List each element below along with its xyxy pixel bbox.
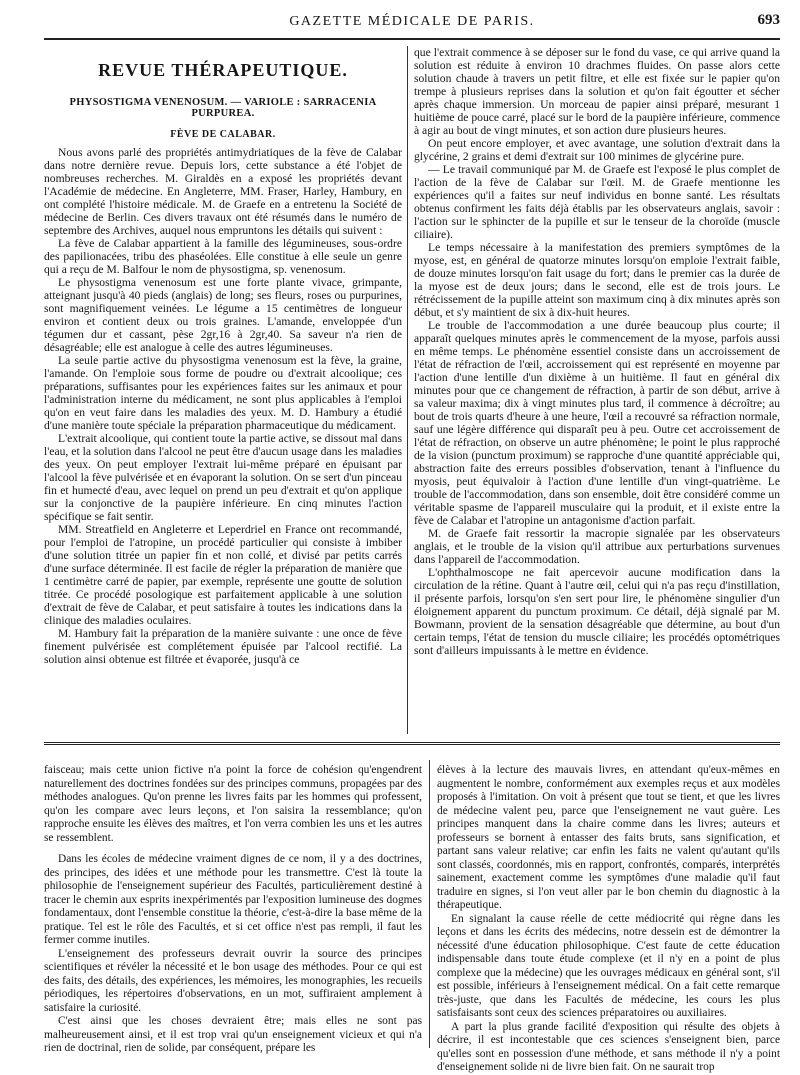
paragraph: La seule partie active du physostigma venenosum est la fève, la graine, l'amande. On l'emploie sous forme de poudre ou d'extrait alcoolique; ces préparations, suffisantes pour les expériences faites sur les animaux et pour l'administration interne du médicament, ne sont plus applicables à l'emploi qu'on en veut faire dans les maladies des yeux. M. D. Hambury a étudié d'une manière toute spéciale la préparation pharmaceutique du médicament.	[44, 354, 402, 432]
paragraph: A part la plus grande facilité d'exposition qui résulte des objets à décrire, il est incontestable que ces sciences s'enseignent bien, parce qu'elles sont en possession d'une méthode, et sans méthode il n'y a point d'enseignement solide ni de livre bien fait. On ne saurait trop	[437, 1020, 780, 1073]
feuilleton-separator	[44, 742, 780, 745]
paragraph: L'extrait alcoolique, qui contient toute la partie active, se dissout mal dans l'eau, et la solution dans l'alcool ne peut être d'aucun usage dans les maladies des yeux. On peut employer l'extrait lui-même préparé en épuisant par l'alcool la fève pulvérisée et en évaporant la solution. On se sert d'un pinceau fin et humecté d'eau, avec lequel on prend un peu d'extrait et qu'on applique sur la conjonctive de la paupière inférieure. En cinq minutes l'action spécifique se fait sentir.	[44, 432, 402, 523]
paragraph: MM. Streatfield en Angleterre et Leperdriel en France ont recommandé, pour l'emploi de l'atropine, un procédé particulier qui consiste à imbiber d'une solution titrée un papier fin et non collé, et divisé par petits carrés d'une surface déterminée. Il est facile de régler la préparation de manière que 1 centimètre carré de papier, par exemple, représente une goutte de solution titrée. Ce procédé posologique est parfaitement applicable à une solution d'extrait de fève de Calabar, et peut satisfaire à toutes les indications dans la clinique des maladies oculaires.	[44, 523, 402, 627]
paragraph: Le temps nécessaire à la manifestation des premiers symptômes de la myose, est, en général de quatorze minutes lorsqu'on emploie l'extrait faible, de douze minutes lorsqu'on fait usage du fort; dans le premier cas la durée de la myose est de deux jours; dans le second, elle est de trois jours. Le rétrécissement de la pupille atteint son maximum cinq à dix minutes après son début, et s'y maintient de six à dix-huit heures.	[414, 241, 780, 319]
article-subtitle: PHYSOSTIGMA VENENOSUM. — VARIOLE : SARRACENIA PURPUREA.	[69, 97, 377, 119]
paragraph: C'est ainsi que les choses devraient être; mais elles ne sont pas malheureusement ainsi, et il est trop vrai qu'un enseignement vicieux et qui n'a rien de doctrinal, rien de solide, par conséquent, prépare les	[44, 1015, 422, 1054]
paragraph: que l'extrait commence à se déposer sur le fond du vase, ce qui arrive quand la solution est réduite à environ 10 drachmes fluides. On passe alors cette solution chaude à travers un petit filtre, et elle est fixée sur le papier qu'on trempe à plusieurs reprises dans la solution et qu'on fait égoutter et sécher après chaque immersion. Un morceau de papier ainsi préparé, mesurant 1 huitième de pouce carré, placé sur le bord de la paupière inférieure, commence à agir au bout de vingt minutes, et son action dure plusieurs heures.	[414, 46, 780, 137]
paragraph: élèves à la lecture des mauvais livres, en attendant qu'eux-mêmes en augmentent le nombre, conformément aux exemples reçus et aux modèles proposés à l'imitation. On voit à présent que tout se tient, et que les livres de médecine valent peu, parce que l'enseignement ne vaut guère. Les principes manquent dans la chaire comme dans les livres; auteurs et professeurs se bornent à entasser des faits bruts, sans signification, et partant sans valeur relative; car enfin les faits ne valent qu'autant qu'ils sont classés, coordonnés, mis en rapport, confrontés, comparés, interprétés sainement, exactement comme les symptômes d'une maladie qu'il faut traduire en signes, si l'on veut aller par le bon chemin du diagnostic à la thérapeutique.	[437, 764, 780, 911]
paragraph: M. de Graefe fait ressortir la macropie signalée par les observateurs anglais, et le trouble de la vision qu'il attribue aux perturbations survenues dans l'appareil de l'accommodation.	[414, 527, 780, 566]
paragraph: faisceau; mais cette union fictive n'a point la force de cohésion qu'engendrent naturellement des doctrines fondées sur des principes communs, propagées par des méthodes analogues. Qu'on prenne les livres faits par les hommes qui professent, qu'on les compare avec leurs leçons, et l'on saisira la ressemblance; qu'on rapproche ensuite les élèves des maîtres, et l'on verra combien les uns et les autres se ressemblent.	[44, 764, 422, 844]
article-subheading: FÈVE DE CALABAR.	[170, 129, 276, 140]
feuilleton-left-column	[44, 764, 422, 1054]
article-right-column	[414, 46, 780, 734]
page-header	[44, 10, 780, 40]
paragraph: — Le travail communiqué par M. de Graefe est l'exposé le plus complet de l'action de la fève de Calabar sur l'œil. M. de Graefe mentionne les expériences qu'il a faites sur neuf individus en bonne santé. Les résultats obtenus confirment les faits déjà établis par les observateurs anglais, savoir : l'action sur le sphincter de la pupille et sur le tenseur de la choroïde (muscle ciliaire).	[414, 163, 780, 241]
paragraph: En signalant la cause réelle de cette médiocrité qui règne dans les leçons et dans les écrits des médecins, notre dessein est de démontrer la nécessité d'une éducation philosophique. C'est faute de cette éducation indispensable dans toute étude complexe (et il n'y en a point de plus complexe que la médecine) que les ouvrages médicaux en général sont, s'il est possible, inférieurs à l'enseignement médical. On a fait cette remarque très-juste, que dans les Facultés de médecine, les cours les plus satisfaisants sont ceux des sciences préparatoires ou auxiliaires.	[437, 912, 780, 1019]
column-divider	[407, 46, 408, 734]
paragraph: M. Hambury fait la préparation de la manière suivante : une once de fève finement pulvérisée est complétement épuisée par l'alcool rectifié. La solution ainsi obtenue est filtrée et évaporée, jusqu'à ce	[44, 627, 402, 666]
page-number: 693	[757, 12, 780, 28]
feuilleton-right-column	[437, 764, 780, 1073]
paragraph: On peut encore employer, et avec avantage, une solution d'extrait dans la glycérine, 2 grains et demi d'extrait sur 100 minimes de glycérine pure.	[414, 137, 780, 163]
paragraph: Le physostigma venenosum est une forte plante vivace, grimpante, atteignant jusqu'à 40 pieds (anglais) de long; ses fleurs, roses ou purpurines, sont magnifiquement veinées. Le légume a 15 centimètres de longueur environ et contient deux ou trois graines. L'amande, enveloppée d'un tégumen dur et cassant, pèse 2gr,16 à 2gr,40. Sa saveur n'a rien de désagréable; elle est analogue à celle des autres légumineuses.	[44, 276, 402, 354]
section-title: REVUE THÉRAPEUTIQUE.	[98, 60, 348, 80]
paragraph: L'enseignement des professeurs devrait ouvrir la source des principes scientifiques et révéler la nécessité et le bon usage des méthodes. Pour ce qui est des faits, des détails, des expériences, les mémoires, les monographies, les recueils périodiques, les répertoires d'observations, en un mot, suffiraient amplement à satisfaire la curiosité.	[44, 947, 422, 1014]
feuilleton-column-divider	[429, 760, 430, 1048]
paragraph: Le trouble de l'accommodation a une durée beaucoup plus courte; il apparaît quelques minutes après le commencement de la myose, parfois aussi en même temps. Le phénomène essentiel consiste dans un accroissement de l'état de réfraction de l'œil, accroissement qui est représenté en moyenne par l'action d'une lentille d'un dixième à un huitième. Il faut en général dix minutes pour que ce changement de réfraction, à partir de son début, arrive à sa valeur maxima; dix à vingt minutes plus tard, il commence à décroître; au bout de trois quarts d'heure à une heure, l'œil a recouvré sa réfraction normale, sauf une légère différence qui disparaît peu à peu. Outre cet accroissement de l'état de réfraction, on observe un autre phénomène; le point le plus rapproché de la vision (punctum proximum) se rapproche d'une quantité appréciable qui, abstraction faite des erreurs possibles d'observation, tenant à l'influence du myosis, peut équivaloir à l'action d'une lentille d'un vingt-quatrième. Le trouble de l'accommodation, dans son ensemble, doit être considéré comme un véritable spasme de l'appareil musculaire qui la produit, et il existe entre la fève de Calabar et l'atropine un antagonisme d'action parfait.	[414, 319, 780, 527]
running-title: GAZETTE MÉDICALE DE PARIS.	[289, 14, 535, 29]
paragraph: L'ophthalmoscope ne fait apercevoir aucune modification dans la circulation de la rétine. Quant à l'autre œil, celui qui n'a pas reçu d'instillation, il présente parfois, lorsqu'on s'en sert pour lire, le phénomène singulier d'un éloignement apparent du punctum proximum. Ce détail, déjà signalé par M. Bowmann, provient de la sensation désagréable que détermine, au bout d'un certain temps, l'état de tension du muscle ciliaire; les procédés optométriques sont d'ailleurs impuissants à le mettre en évidence.	[414, 566, 780, 657]
article-left-column	[44, 46, 402, 734]
paragraph: La fève de Calabar appartient à la famille des légumineuses, sous-ordre des papilionacées, tribu des phaséolées. Elle constitue à elle seule un genre qui a reçu de M. Balfour le nom de physostigma, sp. venenosum.	[44, 237, 402, 276]
paragraph: Nous avons parlé des propriétés antimydriatiques de la fève de Calabar dans notre dernière revue. Depuis lors, cette substance a été l'objet de nombreuses recherches. M. Giraldès en a exposé les propriétés devant l'Académie de médecine. En Angleterre, MM. Fraser, Harley, Hambury, en ont complété l'histoire médicale. M. de Graefe en a entretenu la Société de médecine de Berlin. Ces divers travaux ont été résumés dans le numéro de septembre des Archives, auquel nous empruntons les détails qui suivent :	[44, 146, 402, 237]
paragraph: Dans les écoles de médecine vraiment dignes de ce nom, il y a des doctrines, des principes, des idées et une méthode pour les transmettre. C'est là toute la philosophie de l'enseignement supérieur des Facultés, particulièrement destiné à tracer le chemin aux esprits inexpérimentés par l'exposition lumineuse des dogmes fondamentaux, dont l'ensemble constitue la théorie, c'est-à-dire la base même de la pratique. Tel est le rôle des Facultés, et si cet office n'est pas rempli, il faut les fermer comme inutiles.	[44, 853, 422, 946]
